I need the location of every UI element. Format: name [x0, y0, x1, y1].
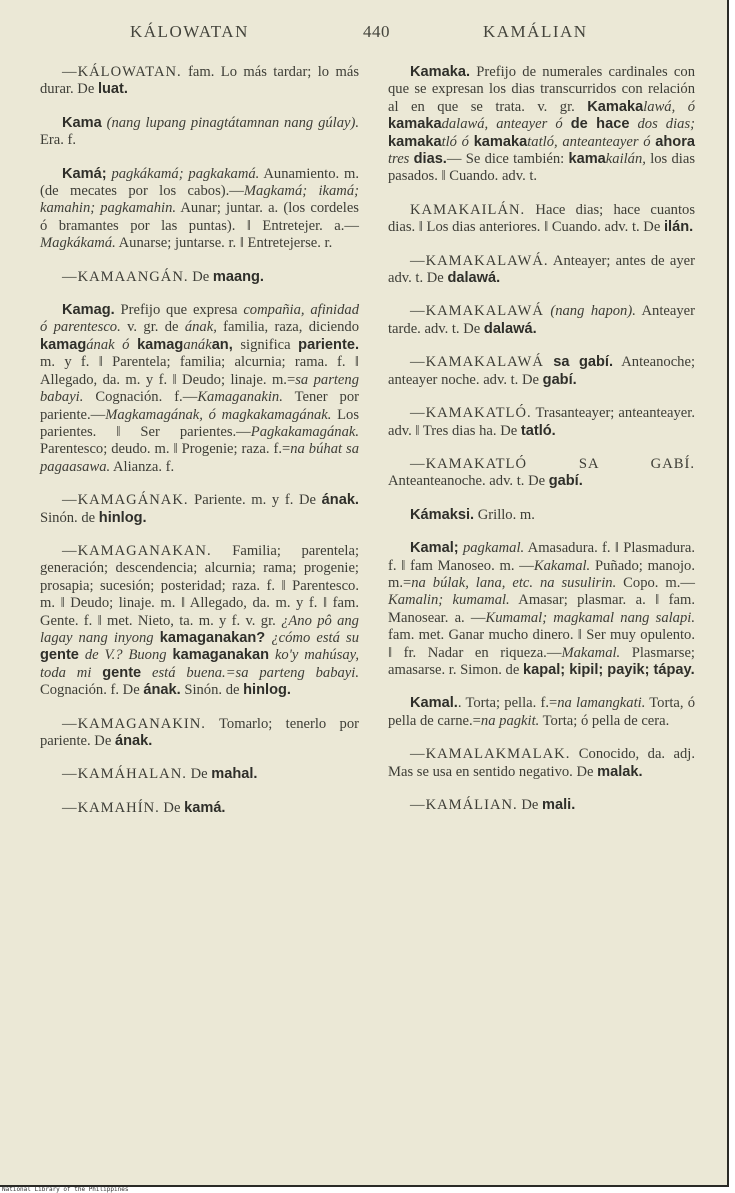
entry-text: Pagkakamagának.: [250, 423, 359, 440]
entry-text: Magkákamá.: [40, 235, 116, 252]
entry-text: Parentesco; deudo. m. ‖ Progenie; raza. f.=: [40, 441, 291, 458]
entry-text: Aunamiento. m. (de mecates por los cabos).—: [40, 165, 359, 200]
subentry-word: —KAMALAKMALAK.: [410, 746, 571, 763]
headword: Kámaksi.: [410, 506, 475, 523]
dictionary-entry-kamal: [388, 540, 695, 679]
entry-text: anák: [183, 336, 212, 353]
cross-reference: ának.: [114, 733, 153, 749]
cross-reference: Kamaka: [587, 98, 644, 115]
cross-reference: gabí.: [542, 371, 577, 388]
entry-text: Sinón. de: [40, 509, 99, 526]
entry-text: Cognación. f.—: [83, 389, 198, 406]
headword: Kamal;: [410, 540, 459, 557]
cross-reference: kamag: [40, 336, 87, 353]
dictionary-entry-kamaksi: [388, 507, 695, 524]
entry-text: v. gr. de: [120, 319, 185, 336]
cross-reference: dalawá.: [483, 320, 537, 337]
dictionary-entry-kalowatan: [40, 64, 359, 99]
cross-reference: kamaka: [473, 133, 528, 150]
entry-text: de V.? Buong: [78, 647, 173, 664]
entry-text: los dias pasados. ‖ Cuando. adv. t.: [388, 151, 695, 185]
entry-text: — Se dice también:: [446, 151, 569, 168]
entry-text: na lamangkati.: [557, 695, 646, 712]
entry-text: Pariente. m. y f. De: [188, 492, 322, 509]
entry-text: dalawá, anteayer ó: [441, 116, 571, 133]
entry-text: Tener por pariente.—: [40, 389, 360, 423]
entry-text: compañia, afinidad ó parentesco.: [40, 302, 359, 336]
cross-reference: kamag: [137, 336, 184, 353]
cross-reference: ának.: [143, 682, 181, 699]
cross-reference: kamá.: [184, 799, 226, 816]
dictionary-entry-kamaganak: [40, 492, 359, 527]
entry-text: Grillo. m.: [474, 506, 535, 523]
entry-text: ¿Ano pô ang lagay nang inyong: [40, 612, 359, 646]
entry-text: tló ó: [441, 133, 474, 150]
cross-reference: de hace: [570, 116, 630, 133]
cross-reference: mali.: [542, 797, 576, 813]
subentry-word: —KÁLOWATAN.: [62, 64, 182, 80]
dictionary-entry-kamag: [40, 302, 359, 476]
subentry-word: —KAMAHÍN.: [62, 799, 160, 816]
cross-reference: kama: [568, 151, 606, 168]
cross-reference: sa gabí.: [543, 354, 614, 371]
entry-text: De: [188, 268, 213, 285]
dictionary-entry-kamakalawa-gabi: [388, 354, 695, 389]
cross-reference: kamaka: [388, 116, 442, 133]
entry-text: Los parientes. ‖ Ser parientes.—: [40, 406, 359, 440]
headword: Kamá;: [62, 165, 107, 182]
dictionary-entry-kamaganakan: [40, 543, 359, 700]
entry-text: Anteayer; antes de ayer adv. t. De: [388, 252, 695, 287]
subentry-word: —KAMAKALAWÁ: [410, 303, 544, 320]
entry-text: ának ó: [86, 336, 138, 353]
entry-text: pagkákamá; pagkakamá.: [106, 165, 260, 182]
entry-text: familia, raza, diciendo: [216, 319, 359, 336]
entry-text: dos dias;: [629, 116, 695, 133]
entry-text: Torta; ó pella de cera.: [539, 712, 670, 729]
entry-text: Anteanoche; anteayer noche. adv. t. De: [388, 354, 695, 388]
headword: Kamal.: [410, 695, 458, 712]
headword: Kamaka.: [410, 64, 471, 80]
entry-text: Torta, ó pella de carne.=: [388, 695, 696, 729]
entry-text: fam. Lo más tardar; lo más durar. De: [40, 64, 359, 98]
entry-text: na búhat sa pagaasawa.: [40, 441, 360, 475]
dictionary-entry-kamahin: [40, 800, 359, 817]
dictionary-entry-kamal-torta: [388, 695, 695, 730]
entry-text: Kamaganakin.: [197, 389, 283, 406]
subentry-word: —KAMÁLIAN.: [410, 797, 518, 813]
left-guide-word: KÁLOWATAN: [130, 22, 249, 41]
left-column: [40, 64, 359, 833]
entry-text: Aunar; juntar. a. (los cordeles ó bramantes por las puntas). ‖ Entretejer. a.—: [40, 200, 359, 234]
entry-text: Magkamá; ikamá; kamahin; pagkamahin.: [40, 183, 359, 217]
entry-text: Plasmarse; amasarse. r. Simon. de: [388, 644, 695, 678]
cross-reference: tatló.: [520, 422, 556, 439]
cross-reference: maang.: [212, 268, 264, 285]
subentry-word: KAMAKAILÁN.: [410, 201, 526, 218]
cross-reference: an,: [211, 336, 233, 353]
dictionary-entry-kamalakmalak: [388, 746, 695, 781]
cross-reference: hinlog.: [243, 682, 291, 699]
dictionary-entry-kamakalawa: [388, 253, 695, 288]
entry-text: tres: [388, 151, 414, 168]
dictionary-entry-kamaganakin: [40, 716, 359, 751]
entry-text: Cognación. f. De: [40, 682, 144, 699]
entry-text: Prefijo de numerales cardinales con que se expresan los dias transcurridos con relación al en que se trata. v. gr.: [388, 64, 695, 115]
subentry-word: —KAMAANGÁN.: [62, 268, 189, 285]
subentry-word: —KAMAKATLÓ.: [410, 405, 532, 422]
entry-text: Era. f.: [40, 132, 77, 149]
entry-text: lawá, ó: [643, 98, 695, 115]
headword: Kamag.: [62, 302, 115, 319]
entry-text: está buena.=sa parteng babayi.: [141, 664, 359, 681]
entry-text: pagkamal.: [458, 540, 525, 557]
entry-text: Aunarse; juntarse. r. ‖ Entretejerse. r.: [115, 235, 333, 252]
entry-text: Prefijo que expresa: [114, 302, 244, 319]
entry-text: significa: [232, 336, 299, 353]
entry-text: Magkamagának, ó magkakamagának.: [105, 406, 332, 423]
page-number: 440: [363, 22, 390, 41]
entry-text: De: [159, 799, 185, 816]
entry-text: Anteayer tarde. adv. t. De: [388, 303, 695, 337]
cross-reference: luat.: [97, 81, 128, 98]
cross-reference: pariente.: [298, 336, 359, 353]
library-credit: National Library of the Philippines: [2, 1186, 129, 1193]
cross-reference: ilán.: [663, 219, 694, 236]
cross-reference: kapal; kipil; payik; tápay.: [522, 661, 695, 678]
dictionary-entry-kama-italic: [40, 115, 359, 150]
entry-text: Amasadura. f. ‖ Plasmadura. f. ‖ fam Manoseo. m. —: [388, 540, 695, 574]
dictionary-entry-kamaka: [388, 64, 695, 186]
entry-text: fam. met. Ganar mucho dinero. ‖ Ser muy opulento. ‖ fr. Nadar en riqueza.—: [388, 627, 695, 661]
cross-reference: gente: [102, 664, 142, 681]
dictionary-entry-kamaangan: [40, 269, 359, 286]
cross-reference: ahora: [655, 133, 695, 150]
dictionary-entry-kama-accent: [40, 166, 359, 253]
entry-text: Sinón. de: [180, 682, 244, 699]
cross-reference: hinlog.: [98, 509, 147, 526]
entry-text: Kumamal; magkamal nang salapi.: [485, 609, 695, 626]
entry-text: na pagkit.: [480, 712, 540, 729]
entry-text: Familia; parentela; generación; descendencia; alcurnia; rama; progenie; prosapia; sucesión; posteridad; raza. f. ‖ Parentesco. m. ‖ Deudo; linaje. m. ‖ Allegado, da. m. y f. ‖ fam. Gente. f. ‖ met. Nieto, ta. m. y f. v. gr.: [40, 542, 359, 629]
entry-text: De: [186, 766, 212, 783]
cross-reference: dalawá.: [447, 270, 501, 287]
cross-reference: kamaka: [388, 133, 442, 150]
entry-text: ának,: [184, 319, 217, 336]
cross-reference: dias.: [413, 151, 447, 168]
dictionary-entry-kamakatlo: [388, 405, 695, 440]
entry-text: Conocido, da. adj. Mas se usa en sentido negativo. De: [388, 746, 695, 780]
entry-text: na búlak, lana, etc. na susulirin.: [411, 574, 617, 591]
entry-text: Makamal.: [561, 644, 621, 661]
cross-reference: kamaganakan: [172, 647, 270, 664]
subentry-word: —KAMAGANAKAN.: [62, 542, 212, 559]
cross-reference: ának.: [321, 492, 359, 509]
entry-text: Kakamal.: [533, 557, 591, 574]
entry-text: De: [517, 797, 543, 813]
entry-text: ko'y mahúsay, toda mi: [40, 647, 359, 681]
entry-text: Amasar; plasmar. a. ‖ fam. Manosear. a. —: [388, 592, 695, 626]
entry-text: tatló, anteanteayer ó: [527, 133, 656, 150]
cross-reference: mahal.: [211, 766, 258, 783]
entry-text: kailán,: [605, 151, 646, 168]
subentry-word: —KAMAKATLÓ SA GABÍ.: [410, 455, 695, 472]
right-column: [388, 64, 695, 830]
right-guide-word: KAMÁLIAN: [483, 22, 588, 41]
cross-reference: kamaganakan?: [159, 629, 266, 646]
entry-text: Tomarlo; tenerlo por pariente. De: [40, 715, 359, 749]
entry-text: Kamalin; kumamal.: [388, 592, 510, 609]
entry-text: (nang hapon).: [543, 303, 636, 320]
entry-text: m. y f. ‖ Parentela; familia; alcurnia; rama. f. ‖ Allegado, da. m. y f. ‖ Deudo; linaje. m.=: [40, 354, 359, 388]
subentry-word: —KAMAGÁNAK.: [62, 492, 189, 509]
subentry-word: —KAMAKALAWÁ.: [410, 252, 549, 269]
entry-text: Hace dias; hace cuantos dias. ‖ Los dias anteriores. ‖ Cuando. adv. t. De: [388, 201, 695, 236]
entry-text: ¿cómo está su: [265, 629, 360, 646]
entry-text: Copo. m.—: [616, 574, 695, 591]
subentry-word: —KAMÁHALAN.: [62, 766, 187, 783]
entry-text: (nang lupang pinagtátamnan nang gúlay).: [101, 114, 359, 131]
entry-text: Anteanteanoche. adv. t. De: [388, 473, 549, 490]
subentry-word: —KAMAGANAKIN.: [62, 715, 206, 732]
entry-text: sa parteng babayi.: [40, 371, 359, 406]
dictionary-entry-kamakatlo-gabi: [388, 456, 695, 491]
entry-text: Puñado; manojo. m.=: [388, 557, 696, 591]
cross-reference: gabí.: [548, 473, 583, 490]
cross-reference: malak.: [597, 763, 643, 780]
entry-text: Alianza. f.: [110, 458, 175, 475]
cross-reference: gente: [40, 647, 79, 664]
subentry-word: —KAMAKALAWÁ: [410, 354, 544, 371]
headword: Kama: [62, 114, 102, 131]
dictionary-entry-kamalian: [388, 797, 695, 814]
entry-text: . Torta; pella. f.=: [457, 695, 558, 712]
dictionary-entry-kamakailan: [388, 202, 695, 237]
dictionary-entry-kamahalan: [40, 766, 359, 783]
dictionary-entry-kamakalawa-hapon: [388, 303, 695, 338]
entry-text: Trasanteayer; anteanteayer. adv. ‖ Tres dias ha. De: [388, 405, 695, 439]
